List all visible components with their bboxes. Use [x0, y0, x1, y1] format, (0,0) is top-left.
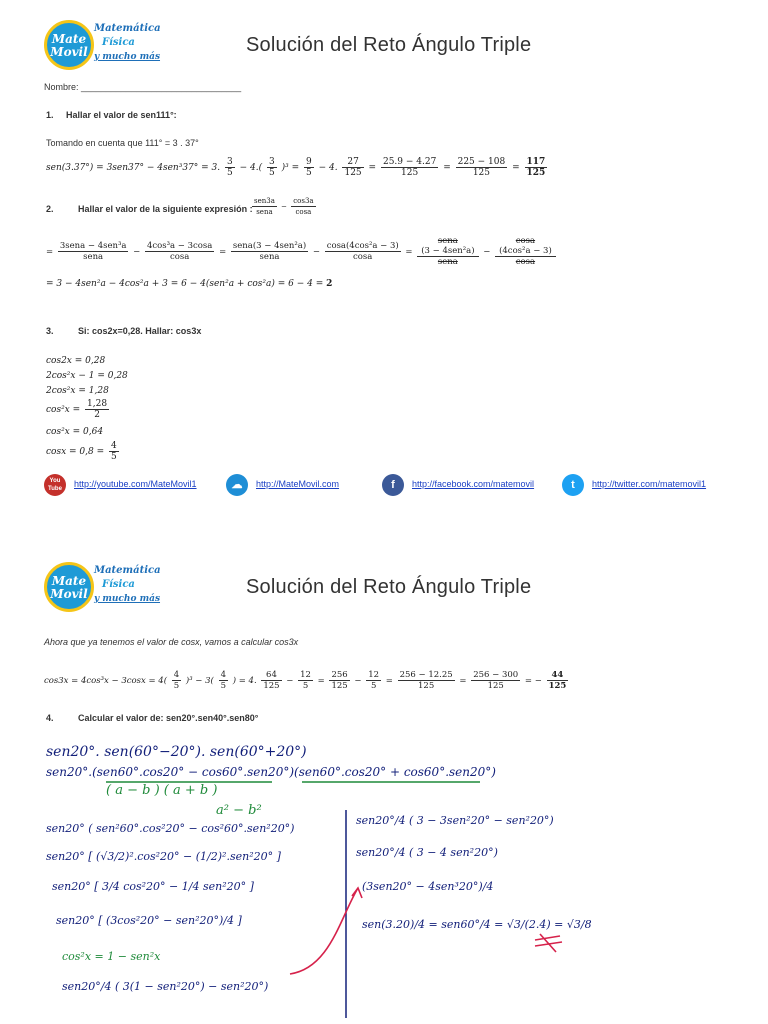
logo-tagline-2: [94, 564, 161, 606]
eq1-frac6: [456, 157, 508, 178]
q2-frac1: [252, 196, 277, 217]
c3-m6: =: [385, 676, 393, 686]
question-2-number: 2.: [46, 204, 54, 214]
c3-f5-d: 125: [331, 681, 348, 691]
l1-frac-b-num: 4cos³a − 3cosa: [146, 241, 213, 251]
logo2-tag2: Física: [102, 579, 135, 590]
l1-frac-d-den: cosa: [353, 252, 373, 262]
c3-m3: −: [286, 676, 294, 686]
q2-frac1-den: sena: [256, 208, 273, 216]
page-title: Solución del Reto Ángulo Triple: [246, 34, 532, 56]
c3-result: [547, 670, 569, 691]
hw-right-4: sen(3.20)/4 = sen60°/4 = √3/(2.4) = √3/8: [362, 918, 592, 931]
c3-f1-n: 4: [173, 670, 180, 680]
c3-f8: [471, 670, 520, 691]
hw-answer-mark: [535, 934, 562, 952]
logo-line2: Movil: [50, 45, 88, 59]
q3-step4-lhs: cos²x =: [46, 405, 81, 415]
eq1-frac3-num: 9: [306, 157, 312, 167]
l1-frac-e-rest: (3 − 4sen²a): [421, 246, 475, 256]
q2-frac2: [291, 196, 315, 217]
c3-result-d: 125: [548, 681, 567, 691]
twitter-icon[interactable]: t: [562, 474, 584, 496]
c3-f2-d: 5: [220, 681, 226, 691]
q3-step-5: cos²x = 0,64: [46, 427, 104, 437]
hw-line-3: ( a − b ) ( a + b ): [106, 783, 218, 798]
c3-f5-n: 256: [331, 670, 348, 680]
l1-frac-a: [58, 241, 129, 262]
c3-f3: [261, 670, 281, 691]
eq1-op2: )³ =: [281, 163, 300, 173]
question-3-label: Si: cos2x=0,28. Hallar: cos3x: [78, 326, 202, 336]
c3-f1-d: 5: [173, 681, 180, 691]
logo-badge-2: [44, 562, 94, 612]
c3-f6-n: 12: [368, 670, 380, 680]
matemovil-logo-2: [44, 562, 162, 614]
twitter-link[interactable]: http://twitter.com/matemovil1: [592, 479, 707, 489]
hw-line-10: sen20°/4 ( 3(1 − sen²20°) − sen²20°): [62, 980, 269, 993]
eq1-frac1-num: 3: [227, 157, 233, 167]
question-2-line1: [46, 236, 558, 267]
eq1-frac2: [267, 157, 277, 178]
cancel-sena-num: sena: [437, 236, 458, 246]
c3-lhs: cos3x = 4cos³x − 3cosx = 4(: [44, 676, 168, 686]
l1-eq: =: [46, 247, 54, 257]
eq1-op6: =: [512, 163, 520, 173]
hw-line-9: cos²x = 1 − sen²x: [62, 950, 161, 963]
hw-line-1: sen20°. sen(60°−20°). sen(60°+20°): [46, 744, 307, 760]
c3-f8-d: 125: [487, 681, 504, 691]
q3-step6-den: 5: [111, 452, 117, 462]
hw-arrow: [290, 888, 358, 974]
hw-right-1: sen20°/4 ( 3 − 3sen²20° − sen²20°): [356, 814, 554, 827]
l1-frac-c-num: sena(3 − 4sen²a): [232, 241, 307, 251]
q3-step4-frac: [85, 399, 109, 420]
eq1-frac5: [381, 157, 438, 178]
c3-f5: [329, 670, 349, 691]
question-1-equation: [46, 157, 549, 178]
c3-f1: [172, 670, 181, 691]
logo2-line2: Movil: [50, 587, 88, 601]
l1-frac-f-num: [495, 236, 556, 257]
eq1-frac4-num: 27: [342, 157, 363, 168]
l1-frac-a-num: 3sena − 4sen³a: [59, 241, 127, 251]
c3-m2: ) = 4.: [232, 676, 257, 686]
logo2-tag3: y mucho más: [94, 594, 161, 604]
hw-line-6: sen20° [ (√3/2)².cos²20° − (1/2)².sen²20° ]: [46, 850, 281, 863]
l1-eq2: =: [219, 247, 227, 257]
l1-op1: −: [133, 247, 141, 257]
c3-f4-d: 5: [302, 681, 309, 691]
c3-f8-n: 256 − 300: [473, 670, 519, 680]
page-2-title: Solución del Reto Ángulo Triple: [246, 576, 532, 598]
l1-frac-d: [325, 241, 401, 262]
cos3x-equation: [44, 670, 570, 691]
q3-step4-num: 1,28: [87, 399, 108, 409]
c3-f4: [298, 670, 313, 691]
hw-line-5: sen20° ( sen²60°.cos²20° − cos²60°.sen²20°): [46, 822, 295, 835]
eq1-frac4: [342, 157, 363, 178]
eq1-frac2-num: 3: [268, 157, 275, 167]
question-2-expression: [250, 196, 318, 217]
hw-line-8: sen20° [ (3cos²20° − sen²20°)/4 ]: [56, 914, 242, 927]
question-1-number: 1.: [46, 110, 54, 120]
cancel-sena-den: sena: [437, 257, 458, 267]
q3-step4-den: 2: [94, 410, 100, 420]
c3-f7-d: 125: [418, 681, 435, 691]
question-4-label: Calcular el valor de: sen20°.sen40°.sen80°: [78, 713, 259, 723]
q3-step6-lhs: cosx = 0,8 =: [46, 447, 105, 457]
c3-f2-n: 4: [220, 670, 226, 680]
q2-frac2-den: cosa: [295, 208, 312, 216]
logo2-tag1: Matemática: [94, 565, 161, 576]
q2-frac2-num: cos3a: [293, 197, 314, 205]
name-field: Nombre: ________________________________: [44, 82, 242, 92]
l1-frac-f-rest: (4cos²a − 3): [499, 246, 552, 256]
q2-result: 2: [326, 279, 333, 289]
c3-f6: [366, 670, 381, 691]
l1-frac-a-den: sena: [83, 252, 104, 262]
c3-f4-n: 12: [300, 670, 311, 680]
eq1-frac5-num: 25.9 − 4.27: [382, 157, 437, 167]
eq1-frac6-den: 125: [472, 168, 491, 178]
eq1-op5: =: [443, 163, 451, 173]
q3-step-6: [46, 441, 121, 462]
logo-tag2: Física: [102, 37, 135, 48]
l1-frac-e: [417, 236, 478, 267]
l1-eq3: =: [405, 247, 413, 257]
q2-op: −: [281, 202, 287, 211]
question-4-number: 4.: [46, 713, 54, 723]
eq1-frac3: [304, 157, 314, 178]
question-1-label: Hallar el valor de sen111°:: [66, 110, 177, 120]
logo-badge: [44, 20, 94, 70]
c3-m8: = −: [524, 676, 542, 686]
logo-tag1: Matemática: [94, 23, 161, 34]
cancel-cosa-num: cosa: [515, 236, 536, 246]
eq1-frac3-den: 5: [306, 168, 312, 178]
l1-frac-c-den: sena: [259, 252, 280, 262]
page-2-intro: Ahora que ya tenemos el valor de cosx, vamos a calcular cos3x: [44, 637, 299, 647]
l1-frac-f: [495, 236, 556, 267]
l1-frac-c: [231, 241, 308, 262]
eq1-frac1: [225, 157, 235, 178]
l1-frac-b: [145, 241, 214, 262]
q3-step6-num: 4: [111, 441, 117, 451]
l1-frac-b-den: cosa: [170, 252, 190, 262]
youtube-link[interactable]: http://youtube.com/MateMovil1: [74, 479, 197, 489]
question-3-number: 3.: [46, 326, 54, 336]
c3-f2: [219, 670, 228, 691]
l1-op3: −: [483, 247, 491, 257]
cloud-icon[interactable]: ☁: [226, 474, 248, 496]
c3-result-n: 44: [547, 670, 569, 681]
l1-frac-e-num: [417, 236, 478, 257]
matemovil-logo: [44, 20, 162, 72]
c3-f3-d: 125: [263, 681, 280, 691]
social-footer: [44, 474, 734, 498]
q3-step-3: 2cos²x = 1,28: [46, 386, 109, 396]
eq1-frac2-den: 5: [268, 168, 275, 178]
c3-f7: [398, 670, 455, 691]
eq1-result: [525, 157, 548, 178]
logo-line1: Mate: [51, 32, 87, 46]
eq1-frac5-den: 125: [401, 168, 419, 178]
eq1-frac4-den: 125: [344, 168, 362, 178]
l1-frac-d-num: cosa(4cos²a − 3): [326, 241, 399, 251]
eq1-frac1-den: 5: [227, 168, 233, 178]
l2-text: = 3 − 4sen²a − 4cos²a + 3 = 6 − 4(sen²a + cos²a) = 6 − 4 =: [46, 279, 324, 289]
question-2-line2: [46, 279, 332, 289]
eq1-op4: =: [368, 163, 377, 173]
eq1-op3: − 4.: [318, 163, 338, 173]
c3-m7: =: [459, 676, 467, 686]
hw-line-4: a² − b²: [216, 803, 262, 818]
eq1-result-num: 117: [526, 157, 546, 167]
q2-frac1-num: sen3a: [254, 197, 275, 205]
c3-f7-n: 256 − 12.25: [399, 670, 453, 680]
hw-line-2: sen20°.(sen60°.cos20° − cos60°.sen20°)(sen60°.cos20° + cos60°.sen20°): [46, 765, 496, 779]
hw-line-7: sen20° [ 3/4 cos²20° − 1/4 sen²20° ]: [52, 880, 254, 893]
logo2-line1: Mate: [51, 574, 87, 588]
facebook-link[interactable]: http://facebook.com/matemovil: [412, 479, 535, 489]
facebook-icon[interactable]: f: [382, 474, 404, 496]
q3-step-1: cos2x = 0,28: [46, 356, 106, 366]
hw-right-2: sen20°/4 ( 3 − 4 sen²20°): [356, 846, 498, 859]
q3-step6-frac: [109, 441, 119, 462]
eq1-frac6-num: 225 − 108: [457, 157, 506, 167]
q3-step-4: [46, 399, 111, 420]
c3-m4: =: [317, 676, 325, 686]
logo-tagline: [94, 22, 161, 64]
handwritten-solution: [40, 738, 600, 1018]
question-1-note: Tomando en cuenta que 111° = 3 . 37°: [46, 138, 199, 148]
logo-tag3: y mucho más: [94, 52, 161, 62]
youtube-icon[interactable]: You Tube: [44, 474, 66, 496]
c3-m1: )³ − 3(: [185, 676, 214, 686]
l1-op2: −: [312, 247, 320, 257]
q3-step-2: 2cos²x − 1 = 0,28: [46, 371, 128, 381]
eq1-lhs: sen(3.37°) = 3sen37° − 4sen³37° = 3.: [46, 163, 221, 173]
c3-f6-d: 5: [370, 681, 377, 691]
eq1-op1: − 4.(: [239, 163, 263, 173]
cancel-cosa-den: cosa: [515, 257, 536, 267]
question-2-label: Hallar el valor de la siguiente expresión :: [78, 204, 253, 214]
eq1-result-den: 125: [526, 168, 546, 178]
c3-m5: −: [354, 676, 362, 686]
website-link[interactable]: http://MateMovil.com: [256, 479, 340, 489]
hw-right-3: (3sen20° − 4sen³20°)/4: [362, 880, 494, 893]
c3-f3-n: 64: [261, 670, 281, 681]
